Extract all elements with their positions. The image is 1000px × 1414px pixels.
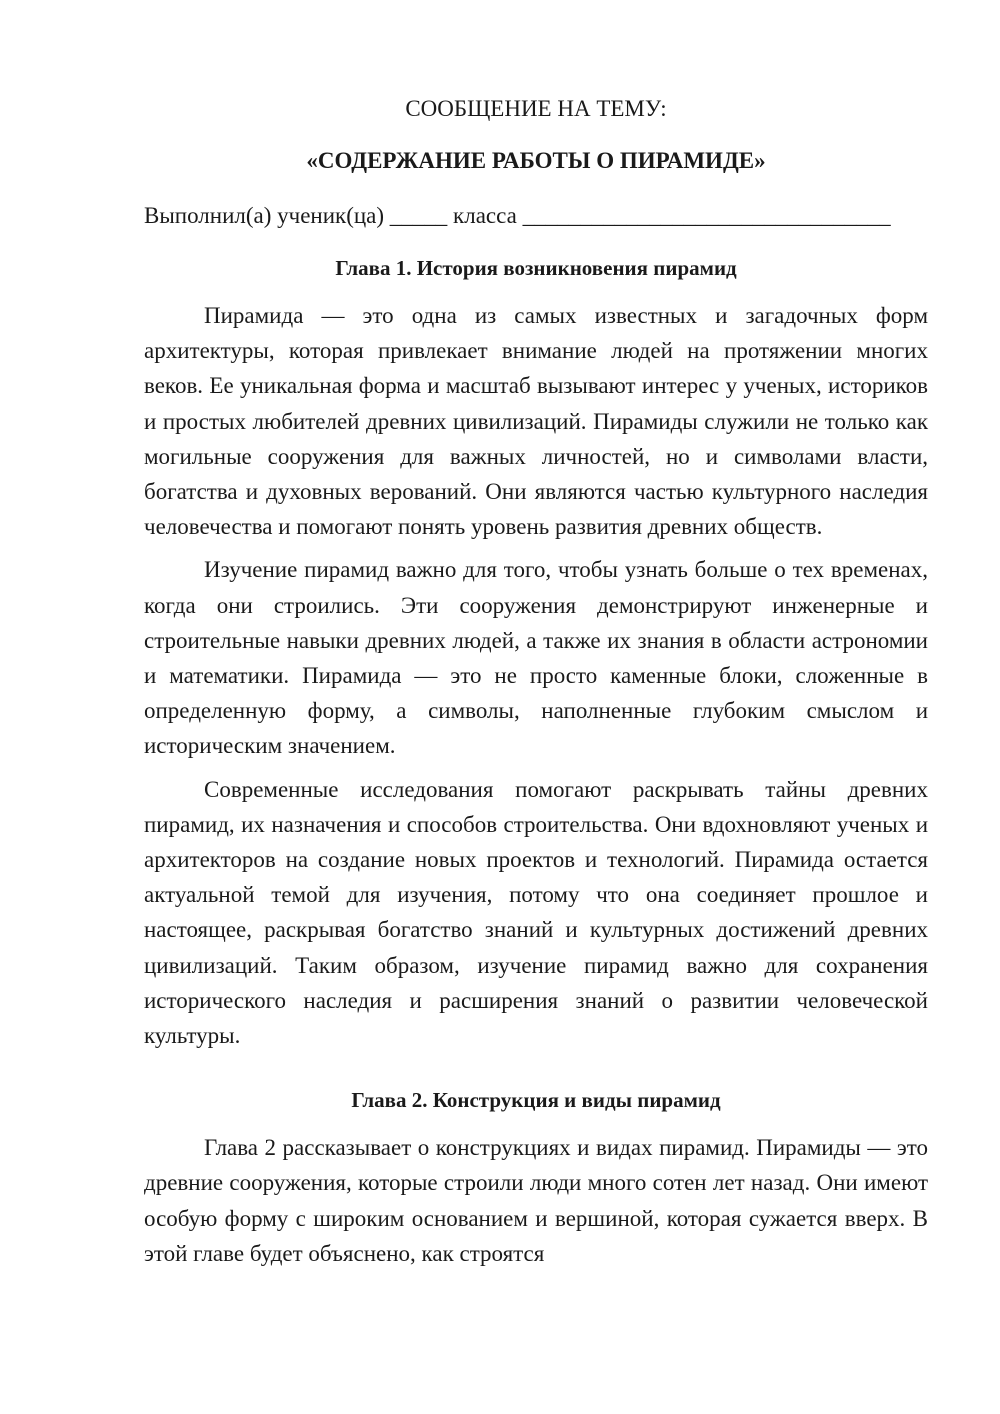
chapter-2-paragraph: Глава 2 рассказывает о конструкциях и видах пирамид. Пирамиды — это древние сооружения, которые строили люди много сотен лет назад. Они имеют особую форму с широким основанием и вершиной, которая сужается вверх. В этой главе будет объяснено, как строятся <box>144 1135 928 1266</box>
document-title-topic: СООБЩЕНИЕ НА ТЕМУ: <box>405 96 667 121</box>
document-title-name: «СОДЕРЖАНИЕ РАБОТЫ О ПИРАМИДЕ» <box>306 148 766 173</box>
document-page <box>144 92 928 1271</box>
chapter-1-paragraph: Изучение пирамид важно для того, чтобы узнать больше о тех временах, когда они строились. Эти сооружения демонстрируют инженерные и строительные навыки древних людей, а также их знания в области астрономии и математики. Пирамида — это не просто каменные блоки, сложенные в определенную форму, а символы, наполненные глубоким смыслом и историческим значением. <box>144 557 928 759</box>
student-info-line: Выполнил(а) ученик(ца) _____ класса ________________________________ <box>144 203 891 228</box>
chapter-1-paragraph: Современные исследования помогают раскрывать тайны древних пирамид, их назначения и способов строительства. Они вдохновляют ученых и архитекторов на создание новых проектов и технологий. Пирамида остается актуальной темой для изучения, потому что она соединяет прошлое и настоящее, раскрывая богатство знаний и культурных достижений древних цивилизаций. Таким образом, изучение пирамид важно для сохранения исторического наследия и расширения знаний о развитии человеческой культуры. <box>144 776 928 1049</box>
chapter-2-heading: Глава 2. Конструкция и виды пирамид <box>351 1088 721 1113</box>
chapter-1-paragraph: Пирамида — это одна из самых известных и загадочных форм архитектуры, которая привлекает внимание людей на протяжении многих веков. Ее уникальная форма и масштаб вызывают интерес у ученых, историков и простых любителей древних цивилизаций. Пирамиды служили не только как могильные сооружения для важных личностей, но и символами власти, богатства и духовных верований. Они являются частью культурного наследия человечества и помогают понять уровень развития древних обществ. <box>144 303 928 540</box>
chapter-1-heading: Глава 1. История возникновения пирамид <box>335 256 737 280</box>
